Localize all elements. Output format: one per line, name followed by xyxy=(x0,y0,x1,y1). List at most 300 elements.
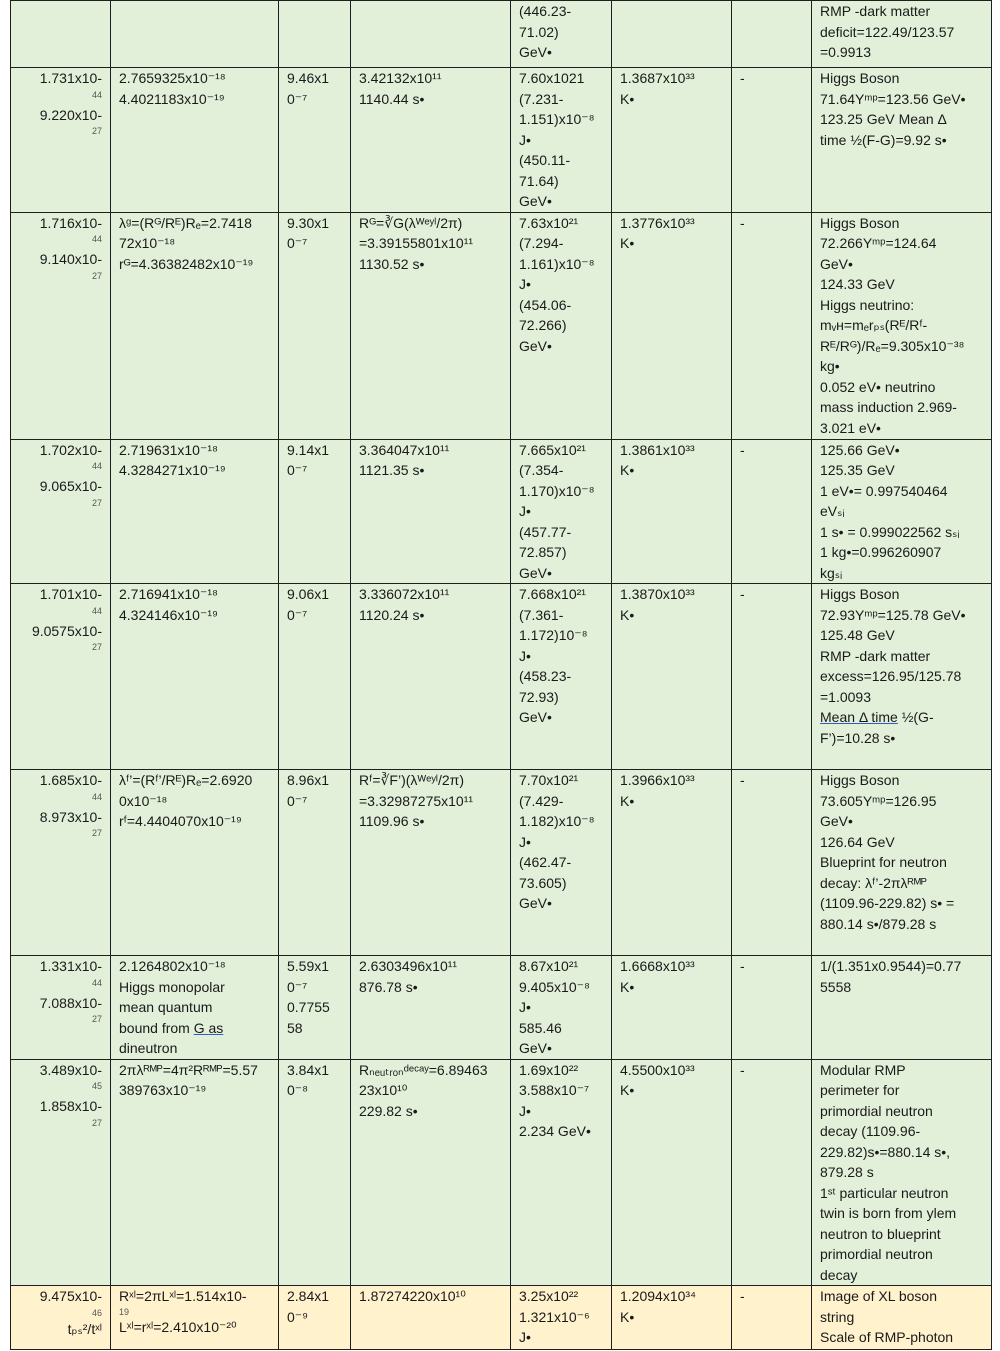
cell-temperature xyxy=(612,1,732,68)
cell-time xyxy=(11,1286,111,1350)
table-row xyxy=(11,1,992,68)
cell-energy xyxy=(511,68,612,213)
cell-energy xyxy=(511,770,612,956)
text-line: 3.84x1 xyxy=(287,1061,330,1078)
text-line: - xyxy=(740,958,745,974)
text-line: GeV• xyxy=(820,255,853,272)
text-line: 0⁻⁸ xyxy=(287,1082,309,1098)
text-line: 124.33 GeV xyxy=(820,276,895,292)
exponent-line: 44 xyxy=(91,89,102,100)
text-line: 1 s• = 0.999022562 sₛᵢ xyxy=(820,523,960,540)
text-line: kgₛᵢ xyxy=(820,564,843,581)
cell-wavelength xyxy=(111,1059,279,1286)
cell-radius xyxy=(351,770,511,956)
cell-dash xyxy=(732,439,812,584)
text-line: 1.731x10- xyxy=(39,70,102,86)
text-line: RMP -dark matter xyxy=(820,3,931,19)
cell-notes xyxy=(812,956,992,1060)
text-line: 1.3870x10³³ xyxy=(620,586,695,602)
text-line: 71.02) xyxy=(519,23,559,40)
text-line: GeV• xyxy=(519,564,552,581)
exponent-line: 27 xyxy=(91,1014,102,1024)
text-line: 1120.24 s• xyxy=(359,606,425,623)
text-line: Scale of RMP-photon xyxy=(820,1329,954,1345)
text-line: 3.25x10²² xyxy=(519,1288,579,1304)
text-line: 125.35 GeV xyxy=(820,462,895,478)
text-line: string xyxy=(820,1308,855,1325)
cell-ratio xyxy=(279,439,351,584)
cell-radius xyxy=(351,584,511,770)
text-line: 9.0575x10- xyxy=(31,622,102,639)
text-line: 0⁻⁹ xyxy=(287,1308,309,1325)
text-line: 0.052 eV• neutrino xyxy=(820,378,936,395)
text-line: (1109.96-229.82) s• = xyxy=(820,895,955,911)
cell-time xyxy=(11,584,111,770)
text-line: GeV• xyxy=(519,193,552,209)
cell-notes xyxy=(812,1286,992,1350)
cell-temperature xyxy=(612,956,732,1060)
text-line: - xyxy=(740,70,745,86)
table-row xyxy=(11,439,992,584)
text-line: GeV• xyxy=(519,44,552,60)
text-line: 1.3861x10³³ xyxy=(620,441,695,458)
text-line: 9.46x1 xyxy=(287,70,330,86)
table-row xyxy=(11,68,992,213)
text-line: Rₙₑᵤₜᵣₒₙᵈᵉᶜᵃʸ=6.89463 xyxy=(359,1061,488,1078)
text-line: (7.429- xyxy=(519,792,564,809)
text-line: 1.69x10²² xyxy=(519,1061,579,1078)
text-line: 2.84x1 xyxy=(287,1288,330,1304)
text-line: 58 xyxy=(287,1019,303,1036)
text-line: deficit=122.49/123.57 xyxy=(820,23,955,40)
text-line: Higgs Boson xyxy=(820,70,900,86)
cell-time xyxy=(11,439,111,584)
text-line: - xyxy=(740,214,745,231)
text-line: 1.87274220x10¹⁰ xyxy=(359,1288,466,1304)
text-line: 7.668x10²¹ xyxy=(519,586,586,602)
text-line: 72.266Υᵐᵖ=124.64 xyxy=(820,235,937,251)
text-line: 0⁻⁷ xyxy=(287,606,308,623)
text-line: 0x10⁻¹⁸ xyxy=(119,792,168,809)
text-line: 1 eV•= 0.997540464 xyxy=(820,482,948,499)
text-line: mass induction 2.969- xyxy=(820,399,957,415)
text-line: perimeter for xyxy=(820,1082,900,1098)
text-line: 73.605Υᵐᵖ=126.95 xyxy=(820,792,937,809)
cell-notes xyxy=(812,439,992,584)
exponent-line: 27 xyxy=(91,270,102,281)
text-line: K• xyxy=(620,606,635,623)
g-as-link: G as xyxy=(193,1019,224,1036)
text-line: 9.14x1 xyxy=(287,441,330,458)
text-line: rᴳ=4.36382482x10⁻¹⁹ xyxy=(119,255,254,272)
text-line: GeV• xyxy=(519,337,552,354)
mean-delta-time-label: Mean Δ time xyxy=(820,709,898,725)
text-line: K• xyxy=(620,978,635,995)
text-line: (450.11- xyxy=(519,152,571,168)
text-line: 389763x10⁻¹⁹ xyxy=(119,1082,207,1098)
cell-time xyxy=(11,212,111,439)
text-line: Higgs Boson xyxy=(820,214,900,231)
text-line: Rᴱ/Rᴳ)/Rₑ=9.305x10⁻³⁸ xyxy=(820,337,965,354)
cell-ratio xyxy=(279,1,351,68)
text-line: 1.3687x10³³ xyxy=(620,70,695,86)
table-row xyxy=(11,212,992,439)
text-line: 1.701x10- xyxy=(39,586,102,602)
text-line: 7.665x10²¹ xyxy=(519,441,586,458)
text-line: J• xyxy=(519,1329,531,1345)
text-line: 876.78 s• xyxy=(359,978,418,995)
cell-wavelength xyxy=(111,1286,279,1350)
text-line: 5.59x1 xyxy=(287,958,330,974)
text-line: Lˣˡ=rˣˡ=2.410x10⁻²⁰ xyxy=(119,1318,237,1335)
text-line: tₚₛ²/tˣˡ xyxy=(67,1320,102,1337)
cell-wavelength xyxy=(111,68,279,213)
cell-dash xyxy=(732,1059,812,1286)
text-line: 9.475x10- xyxy=(39,1288,102,1304)
text-line: 1.170)x10⁻⁸ xyxy=(519,482,595,499)
text-line: decay: λᶠ’-2πλᴿᴹᴾ xyxy=(820,874,927,891)
text-line: kg• xyxy=(820,358,840,374)
text-line: 1 kg•=0.996260907 xyxy=(820,544,942,560)
text-line: λᵍ=(Rᴳ/Rᴱ)Rₑ=2.7418 xyxy=(119,214,252,231)
text-line: Rᴳ=∛G(λᵂᵉʸˡ/2π) xyxy=(359,214,463,231)
text-line: 9.220x10- xyxy=(39,106,102,123)
text-line: - xyxy=(740,1061,745,1078)
text-line: 2.234 GeV• xyxy=(519,1123,591,1139)
text-line: 9.140x10- xyxy=(39,251,102,267)
text-line: K• xyxy=(620,1308,635,1325)
text-line: 1.161)x10⁻⁸ xyxy=(519,255,595,272)
cell-notes xyxy=(812,1059,992,1286)
text-line: Modular RMP xyxy=(820,1061,906,1078)
cell-wavelength xyxy=(111,212,279,439)
text-line: 8.67x10²¹ xyxy=(519,958,579,974)
text-line: - xyxy=(740,441,745,458)
text-line: 1.3776x10³³ xyxy=(620,214,695,231)
text-line: 2.719631x10⁻¹⁸ xyxy=(119,441,218,458)
cell-notes xyxy=(812,770,992,956)
exponent-line: 44 xyxy=(91,234,102,244)
table-row xyxy=(11,584,992,770)
text-line: 1130.52 s• xyxy=(359,255,425,272)
cell-notes xyxy=(812,1,992,68)
cell-time xyxy=(11,770,111,956)
text-line: 7.70x10²¹ xyxy=(519,772,579,788)
text-line: =3.39155801x10¹¹ xyxy=(359,235,474,251)
cell-temperature xyxy=(612,439,732,584)
text-line: 1.716x10- xyxy=(39,214,102,231)
text-line: primordial neutron xyxy=(820,1102,933,1119)
cell-radius xyxy=(351,1,511,68)
text-line: 1.172)10⁻⁸ xyxy=(519,627,588,643)
text-line: GeV• xyxy=(519,1040,552,1056)
cell-time xyxy=(11,956,111,1060)
physics-data-table xyxy=(10,0,992,1350)
text-line: primordial neutron xyxy=(820,1246,933,1262)
text-line: J• xyxy=(519,503,531,519)
text-line: 3.42132x10¹¹ xyxy=(359,70,442,86)
text-line: =1.0093 xyxy=(820,688,871,705)
cell-wavelength xyxy=(111,1,279,68)
text-line: 8.973x10- xyxy=(39,808,102,825)
text-line: Higgs Boson xyxy=(820,586,900,602)
text-line: =0.9913 xyxy=(820,44,871,60)
text-line: 1/(1.351x0.9544)=0.77 xyxy=(820,958,962,974)
cell-temperature xyxy=(612,1059,732,1286)
text-line: 3.021 eV• xyxy=(820,419,881,436)
text-line: (7.294- xyxy=(519,235,564,251)
cell-dash xyxy=(732,1,812,68)
text-line: 0⁻⁷ xyxy=(287,90,308,107)
text-line: (457.77- xyxy=(519,523,572,540)
text-line: (446.23- xyxy=(519,3,572,19)
text-line: 2.7659325x10⁻¹⁸ xyxy=(119,70,226,86)
text-line: Rᶠ=∛F’)(λᵂᵉʸˡ/2π) xyxy=(359,772,465,788)
text-line: 3.588x10⁻⁷ xyxy=(519,1082,590,1098)
text-line: 1.858x10- xyxy=(39,1098,102,1114)
text-line: 8.96x1 xyxy=(287,772,330,788)
text-line: 0⁻⁷ xyxy=(287,978,308,995)
text-line: Higgs monopolar xyxy=(119,978,225,995)
cell-energy xyxy=(511,1286,612,1350)
text-line: Rˣˡ=2πLˣˡ=1.514x10- xyxy=(119,1288,247,1304)
cell-ratio xyxy=(279,68,351,213)
text-line: J• xyxy=(519,999,531,1015)
cell-dash xyxy=(732,770,812,956)
cell-wavelength xyxy=(111,439,279,584)
text-line: 123.25 GeV Mean Δ xyxy=(820,111,947,127)
text-line: 1.151)x10⁻⁸ xyxy=(519,111,595,127)
text-line: F’)=10.28 s• xyxy=(820,729,896,746)
text-line: K• xyxy=(620,462,635,478)
text-line: 2.6303496x10¹¹ xyxy=(359,958,458,974)
text-line: 9.30x1 xyxy=(287,214,330,231)
text-line: 9.06x1 xyxy=(287,586,330,602)
text-line: - xyxy=(740,1288,745,1304)
exponent-line: 44 xyxy=(91,977,102,988)
text-line: 1.685x10- xyxy=(39,772,102,788)
exponent-line: 44 xyxy=(91,791,102,802)
cell-time xyxy=(11,1059,111,1286)
cell-dash xyxy=(732,956,812,1060)
text-line: 229.82)s•=880.14 s•, xyxy=(820,1143,951,1160)
text-line: K• xyxy=(620,90,635,107)
text-line: 72.857) xyxy=(519,544,567,560)
cell-ratio xyxy=(279,1059,351,1286)
text-line: 1.2094x10³⁴ xyxy=(620,1288,697,1304)
text-line xyxy=(119,1018,270,1039)
text-line: 9.405x10⁻⁸ xyxy=(519,978,590,995)
text-line: (7.354- xyxy=(519,462,564,478)
cell-ratio xyxy=(279,1286,351,1350)
cell-temperature xyxy=(612,68,732,213)
text-line: 2.716941x10⁻¹⁸ xyxy=(119,586,218,602)
text-line: 73.605) xyxy=(519,874,567,891)
text-line: (7.231- xyxy=(519,90,564,107)
text-line: (462.47- xyxy=(519,854,572,870)
cell-dash xyxy=(732,212,812,439)
exponent-line: 44 xyxy=(91,605,102,616)
text-line: 3.336072x10¹¹ xyxy=(359,586,450,602)
text-line: 1.702x10- xyxy=(39,441,102,458)
text-line: 1140.44 s• xyxy=(359,90,425,107)
cell-energy xyxy=(511,584,612,770)
text-line: mean quantum xyxy=(119,999,213,1015)
cell-ratio xyxy=(279,212,351,439)
text-line: 0⁻⁷ xyxy=(287,792,308,809)
cell-notes xyxy=(812,68,992,213)
cell-dash xyxy=(732,68,812,213)
text-line: K• xyxy=(620,1082,635,1098)
exponent-line: 46 xyxy=(91,1307,102,1318)
text-line: rᶠ=4.4404070x10⁻¹⁹ xyxy=(119,813,242,829)
text-line: 1.182)x10⁻⁸ xyxy=(519,813,595,829)
table-row xyxy=(11,956,992,1060)
text-line: neutron to blueprint xyxy=(820,1225,941,1242)
text-line: K• xyxy=(620,792,635,809)
text-line: 1109.96 s• xyxy=(359,813,425,829)
cell-wavelength xyxy=(111,584,279,770)
cell-wavelength xyxy=(111,956,279,1060)
text-line: excess=126.95/125.78 xyxy=(820,668,962,684)
cell-radius xyxy=(351,212,511,439)
text-line: GeV• xyxy=(820,813,853,829)
text-line: decay (1109.96- xyxy=(820,1123,921,1139)
cell-ratio xyxy=(279,956,351,1060)
text-line: GeV• xyxy=(519,709,552,725)
exponent-line: 27 xyxy=(91,126,102,136)
cell-temperature xyxy=(612,770,732,956)
cell-temperature xyxy=(612,1286,732,1350)
text-line: 0⁻⁷ xyxy=(287,462,308,478)
text-line: eVₛᵢ xyxy=(820,503,845,519)
cell-radius xyxy=(351,439,511,584)
text-line: 1.331x10- xyxy=(39,958,102,974)
text-line: 1.321x10⁻⁶ xyxy=(519,1308,590,1325)
cell-time xyxy=(11,68,111,213)
text-line: 72x10⁻¹⁸ xyxy=(119,235,176,251)
text-line: twin is born from ylem xyxy=(820,1205,957,1221)
text-line: decay xyxy=(820,1266,858,1283)
table-body xyxy=(11,1,992,1350)
text-line: 4.5500x10³³ xyxy=(620,1061,695,1078)
text-line: 72.93) xyxy=(519,688,559,705)
cell-dash xyxy=(732,584,812,770)
text-line: 4.3284271x10⁻¹⁹ xyxy=(119,462,226,478)
cell-wavelength xyxy=(111,770,279,956)
text-line: 7.63x10²¹ xyxy=(519,214,579,231)
text-line: dineutron xyxy=(119,1040,178,1056)
text-line: 7.088x10- xyxy=(39,994,102,1011)
cell-energy xyxy=(511,1059,612,1286)
text-line: 5558 xyxy=(820,978,852,995)
text-line: GeV• xyxy=(519,895,552,911)
cell-time xyxy=(11,1,111,68)
text-line: (454.06- xyxy=(519,296,572,313)
text-line: 0⁻⁷ xyxy=(287,235,308,251)
text-line: 2πλᴿᴹᴾ=4π²Rᴿᴹᴾ=5.57 xyxy=(119,1061,258,1078)
text-line: =3.32987275x10¹¹ xyxy=(359,792,474,809)
exponent-line: 27 xyxy=(91,1117,102,1128)
text-line: time ½(F-G)=9.92 s• xyxy=(820,131,947,148)
text-line: 1.6668x10³³ xyxy=(620,958,695,974)
exponent-line: 44 xyxy=(91,461,102,471)
exponent-line: 45 xyxy=(91,1081,102,1091)
text-line: 229.82 s• xyxy=(359,1102,418,1119)
exponent-line: 27 xyxy=(91,497,102,508)
text-line: 125.66 GeV• xyxy=(820,441,900,458)
text-line: 125.48 GeV xyxy=(820,627,895,643)
text-line: λᶠ’=(Rᶠ’/Rᴱ)Rₑ=2.6920 xyxy=(119,772,253,788)
table-row xyxy=(11,770,992,956)
text-line: mᵥʜ=mₑrₚₛ(Rᴱ/Rᶠ- xyxy=(820,317,928,333)
text-line: 4.324146x10⁻¹⁹ xyxy=(119,606,219,623)
text-line: 23x10¹⁰ xyxy=(359,1082,408,1098)
cell-energy xyxy=(511,956,612,1060)
cell-notes xyxy=(812,584,992,770)
cell-temperature xyxy=(612,584,732,770)
text-line: J• xyxy=(519,1102,531,1119)
text-fragment: ½(G- xyxy=(897,709,934,725)
cell-radius xyxy=(351,956,511,1060)
cell-energy xyxy=(511,439,612,584)
text-line: (7.361- xyxy=(519,606,564,623)
table-row xyxy=(11,1059,992,1286)
cell-radius xyxy=(351,1286,511,1350)
table-row xyxy=(11,1286,992,1350)
text-line: 126.64 GeV xyxy=(820,833,895,850)
cell-temperature xyxy=(612,212,732,439)
text-line: K• xyxy=(620,235,635,251)
text-line: 9.065x10- xyxy=(39,478,102,494)
text-line: 1.3966x10³³ xyxy=(620,772,695,788)
exponent-line: 19 xyxy=(119,1306,130,1317)
text-line: 72.266) xyxy=(519,317,567,333)
cell-energy xyxy=(511,1,612,68)
text-line: Higgs Boson xyxy=(820,772,900,788)
text-line: 2.1264802x10⁻¹⁸ xyxy=(119,958,226,974)
text-line: RMP -dark matter xyxy=(820,647,931,664)
text-line: 3.489x10- xyxy=(39,1061,102,1078)
exponent-line: 27 xyxy=(91,642,102,652)
exponent-line: 27 xyxy=(91,828,102,838)
text-line: J• xyxy=(519,647,531,664)
cell-radius xyxy=(351,1059,511,1286)
text-fragment: bound from xyxy=(119,1019,190,1036)
cell-notes xyxy=(812,212,992,439)
text-line: J• xyxy=(519,131,531,148)
text-line: Blueprint for neutron xyxy=(820,854,947,870)
text-line: 71.64Υᵐᵖ=123.56 GeV• xyxy=(820,90,966,107)
text-line: 1ˢᵗ particular neutron xyxy=(820,1184,949,1201)
cell-dash xyxy=(732,1286,812,1350)
text-line: 879.28 s xyxy=(820,1164,874,1180)
text-line: (458.23- xyxy=(519,668,572,684)
cell-ratio xyxy=(279,584,351,770)
text-line: 0.7755 xyxy=(287,999,330,1015)
text-line: 4.4021183x10⁻¹⁹ xyxy=(119,90,225,107)
text-line: - xyxy=(740,586,745,602)
text-line: 585.46 xyxy=(519,1019,562,1036)
cell-radius xyxy=(351,68,511,213)
cell-energy xyxy=(511,212,612,439)
text-line: J• xyxy=(519,276,531,292)
text-line xyxy=(820,707,983,728)
text-line: Higgs neutrino: xyxy=(820,296,915,313)
text-line: - xyxy=(740,772,745,788)
text-line: 72.93Υᵐᵖ=125.78 GeV• xyxy=(820,606,966,623)
text-line: J• xyxy=(519,833,531,850)
